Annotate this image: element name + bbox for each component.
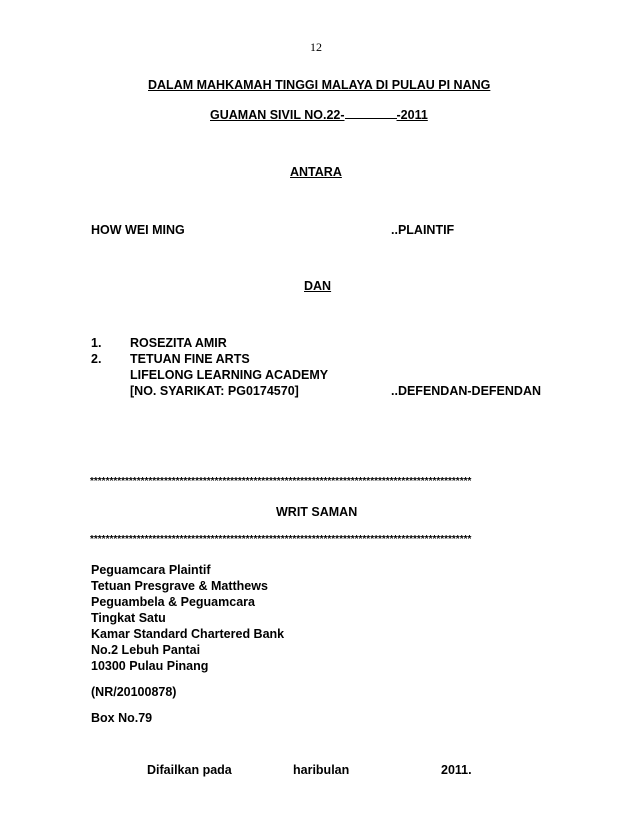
- defendant-2-number: 2.: [91, 352, 102, 366]
- counsel-line: Peguamcara Plaintif: [91, 563, 211, 577]
- dan-heading: DAN: [304, 279, 332, 293]
- court-title: DALAM MAHKAMAH TINGGI MALAYA DI PULAU PI NANG: [148, 78, 491, 92]
- counsel-line: No.2 Lebuh Pantai: [91, 643, 201, 657]
- page-number: 12: [310, 40, 322, 54]
- defendant-1-name: ROSEZITA AMIR: [130, 336, 227, 350]
- separator-bottom: **************************************************************************************************: [90, 534, 472, 545]
- reference-number: (NR/20100878): [91, 685, 177, 699]
- case-number-blank: [345, 107, 397, 119]
- box-number: Box No.79: [91, 711, 153, 725]
- case-number-suffix: -2011: [396, 108, 428, 122]
- case-number: [210, 107, 428, 122]
- counsel-line: 10300 Pulau Pinang: [91, 659, 209, 673]
- filed-label: Difailkan pada: [147, 763, 232, 777]
- separator-top: **************************************************************************************************: [90, 476, 472, 487]
- writ-title: WRIT SAMAN: [276, 505, 358, 519]
- plaintiff-name: HOW WEI MING: [91, 223, 185, 237]
- defendant-2-name-line2: LIFELONG LEARNING ACADEMY: [130, 368, 329, 382]
- filed-year: 2011.: [441, 763, 472, 777]
- defendant-1-number: 1.: [91, 336, 102, 350]
- defendant-role: ..DEFENDAN-DEFENDAN: [391, 384, 541, 398]
- counsel-line: Peguambela & Peguamcara: [91, 595, 255, 609]
- defendant-2-name: TETUAN FINE ARTS: [130, 352, 250, 366]
- plaintiff-role: ..PLAINTIF: [391, 223, 455, 237]
- counsel-line: Tetuan Presgrave & Matthews: [91, 579, 268, 593]
- defendant-2-company-no: [NO. SYARIKAT: PG0174570]: [130, 384, 299, 398]
- case-number-prefix: GUAMAN SIVIL NO.22-: [210, 108, 345, 122]
- antara-heading: ANTARA: [290, 165, 342, 179]
- counsel-line: Tingkat Satu: [91, 611, 166, 625]
- counsel-line: Kamar Standard Chartered Bank: [91, 627, 285, 641]
- filed-haribulan: haribulan: [293, 763, 350, 777]
